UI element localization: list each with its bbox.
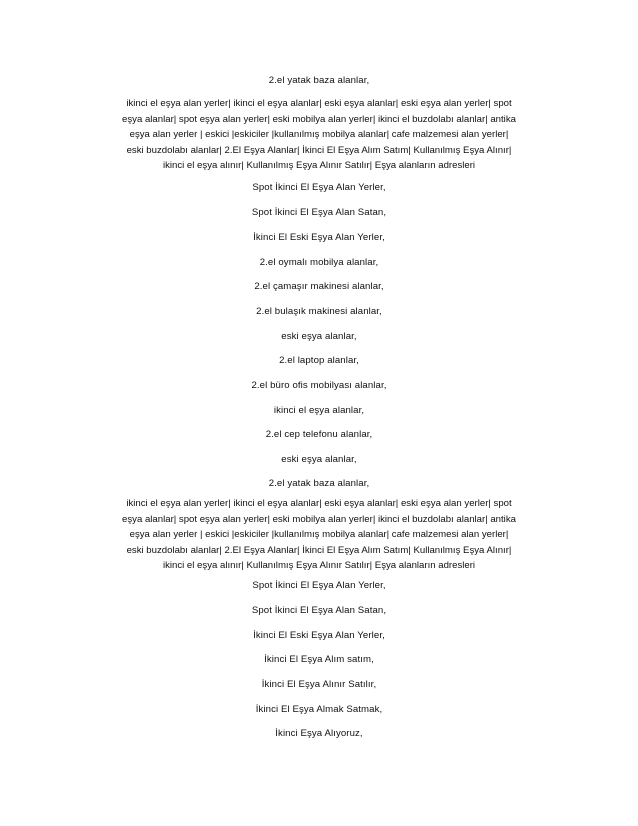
list-item: Spot İkinci El Eşya Alan Satan, xyxy=(251,605,387,616)
list-item: Spot İkinci El Eşya Alan Yerler, xyxy=(252,580,386,591)
paragraph-line: eşya alan yerler | eskici |eskiciler |kullanılmış mobilya alanlar| cafe malzemesi alan yerler| xyxy=(129,129,509,141)
list-item: İkinci El Eşya Alınır Satılır, xyxy=(261,679,377,690)
paragraph-line: eski buzdolabı alanlar| 2.El Eşya Alanlar| İkinci El Eşya Alım Satım| Kullanılmış Eşya Alınır| xyxy=(126,144,512,156)
paragraph-line: eşya alanlar| spot eşya alan yerler| eski mobilya alan yerler| ikinci el buzdolabı alanlar| antika xyxy=(122,513,516,525)
list-item: ikinci el eşya alanlar, xyxy=(273,405,365,416)
paragraph-line: ikinci el eşya alınır| Kullanılmış Eşya Alınır Satılır| Eşya alanların adresleri xyxy=(162,160,476,172)
paragraph-line: eşya alanlar| spot eşya alan yerler| eski mobilya alan yerler| ikinci el buzdolabı alanlar| antika xyxy=(122,113,516,125)
list-item: 2.el laptop alanlar, xyxy=(279,355,359,366)
paragraph-line: eski buzdolabı alanlar| 2.El Eşya Alanlar| İkinci El Eşya Alım Satım| Kullanılmış Eşya Alınır| xyxy=(126,544,512,556)
list-item: 2.el büro ofis mobilyası alanlar, xyxy=(251,380,387,391)
list-item: İkinci El Eşya Almak Satmak, xyxy=(255,704,383,715)
list-item: 2.el çamaşır makinesi alanlar, xyxy=(254,281,384,292)
block2-heading: 2.el yatak baza alanlar, xyxy=(268,478,370,489)
list-item: İkinci Eşya Alıyoruz, xyxy=(275,728,363,739)
paragraph-line: eşya alan yerler | eskici |eskiciler |kullanılmış mobilya alanlar| cafe malzemesi alan yerler| xyxy=(129,529,509,541)
paragraph-line: ikinci el eşya alan yerler| ikinci el eşya alanlar| eski eşya alanlar| eski eşya alan yerler| spot xyxy=(126,498,512,509)
list-item: İkinci El Eski Eşya Alan Yerler, xyxy=(253,630,385,641)
block2-paragraph xyxy=(66,496,572,574)
paragraph-line: ikinci el eşya alınır| Kullanılmış Eşya Alınır Satılır| Eşya alanların adresleri xyxy=(162,560,476,572)
paragraph-line: ikinci el eşya alan yerler| ikinci el eşya alanlar| eski eşya alanlar| eski eşya alan yerler| spot xyxy=(126,98,512,109)
list-item: eski eşya alanlar, xyxy=(281,331,357,342)
list-item: 2.el bulaşık makinesi alanlar, xyxy=(256,306,382,317)
list-item: eski eşya alanlar, xyxy=(281,454,357,465)
list-item: İkinci El Eski Eşya Alan Yerler, xyxy=(253,232,385,243)
list-item: 2.el cep telefonu alanlar, xyxy=(265,429,373,440)
list-item: Spot İkinci El Eşya Alan Satan, xyxy=(251,207,387,218)
list-item: Spot İkinci El Eşya Alan Yerler, xyxy=(252,182,386,193)
block1-paragraph xyxy=(66,96,572,174)
block1-heading: 2.el yatak baza alanlar, xyxy=(268,75,370,86)
list-item: İkinci El Eşya Alım satım, xyxy=(264,654,374,665)
list-item: 2.el oymalı mobilya alanlar, xyxy=(259,257,379,268)
